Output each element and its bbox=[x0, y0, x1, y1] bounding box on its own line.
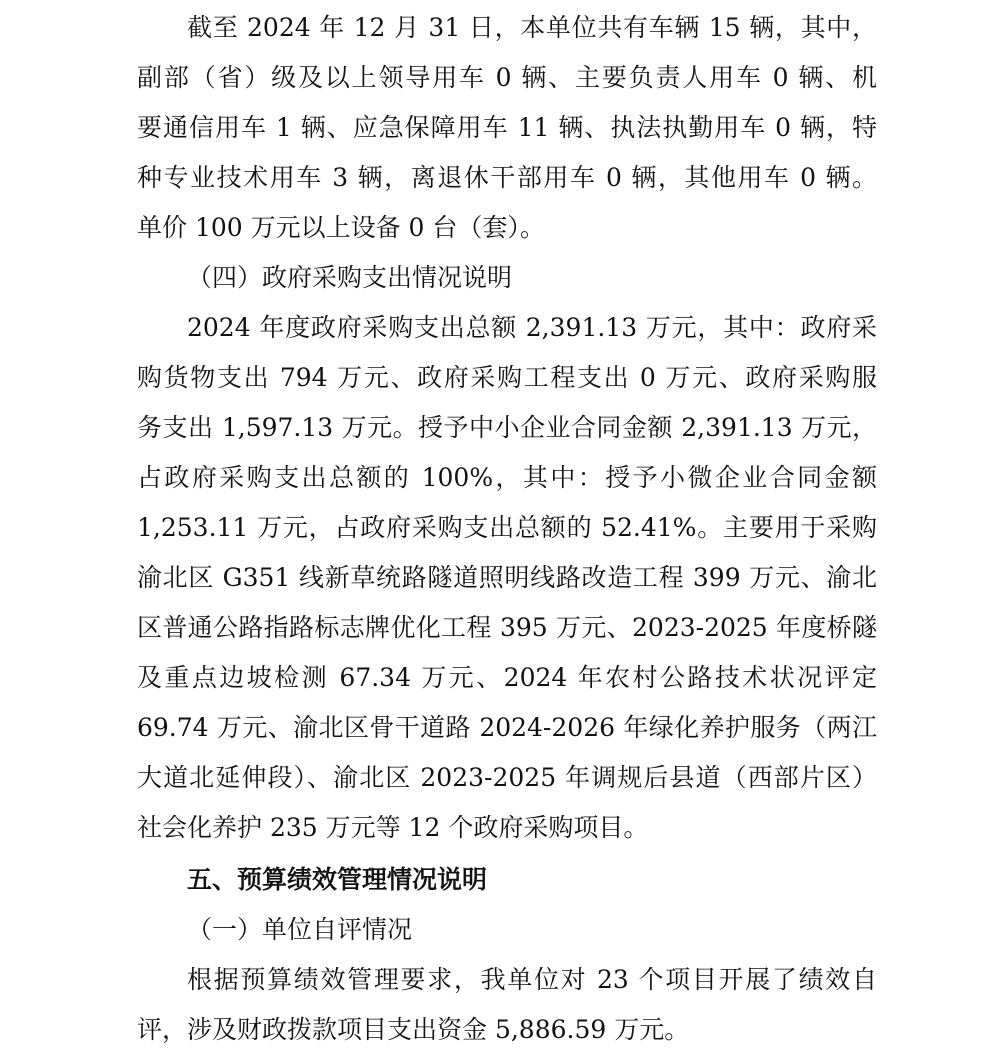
vehicle-paragraph-line: 要通信用车 1 辆、应急保障用车 11 辆、执法执勤用车 0 辆，特 bbox=[137, 113, 877, 142]
procurement-paragraph-line: 渝北区 G351 线新草统路隧道照明线路改造工程 399 万元、渝北 bbox=[137, 563, 877, 592]
procurement-paragraph-line: 1,253.11 万元，占政府采购支出总额的 52.41%。主要用于采购 bbox=[137, 513, 877, 542]
section-five-heading: 五、预算绩效管理情况说明 bbox=[187, 865, 488, 894]
vehicle-paragraph-line: 单价 100 万元以上设备 0 台（套）。 bbox=[137, 213, 545, 242]
self-eval-paragraph-line: 评，涉及财政拨款项目支出资金 5,886.59 万元。 bbox=[137, 1015, 690, 1044]
procurement-paragraph-line: 区普通公路指路标志牌优化工程 395 万元、2023-2025 年度桥隧 bbox=[137, 613, 877, 642]
procurement-paragraph-line: 购货物支出 794 万元、政府采购工程支出 0 万元、政府采购服 bbox=[137, 363, 877, 392]
self-eval-paragraph-line: 根据预算绩效管理要求，我单位对 23 个项目开展了绩效自 bbox=[187, 965, 877, 994]
procurement-paragraph-line: 务支出 1,597.13 万元。授予中小企业合同金额 2,391.13 万元， bbox=[137, 413, 877, 442]
procurement-paragraph-line: 及重点边坡检测 67.34 万元、2024 年农村公路技术状况评定 bbox=[137, 663, 877, 692]
vehicle-paragraph-line: 副部（省）级及以上领导用车 0 辆、主要负责人用车 0 辆、机 bbox=[137, 63, 877, 92]
vehicle-paragraph-line: 种专业技术用车 3 辆，离退休干部用车 0 辆，其他用车 0 辆。 bbox=[137, 163, 877, 192]
vehicle-paragraph-line: 截至 2024 年 12 月 31 日，本单位共有车辆 15 辆，其中， bbox=[187, 13, 877, 42]
section-four-heading: （四）政府采购支出情况说明 bbox=[187, 263, 513, 292]
procurement-paragraph-line: 占政府采购支出总额的 100%，其中：授予小微企业合同金额 bbox=[137, 463, 877, 492]
procurement-paragraph-line: 大道北延伸段）、渝北区 2023-2025 年调规后县道（西部片区） bbox=[137, 763, 877, 792]
subsection-one-heading: （一）单位自评情况 bbox=[187, 915, 413, 944]
procurement-paragraph-line: 69.74 万元、渝北区骨干道路 2024-2026 年绿化养护服务（两江 bbox=[137, 713, 877, 742]
procurement-paragraph-line: 2024 年度政府采购支出总额 2,391.13 万元，其中：政府采 bbox=[187, 313, 877, 342]
procurement-paragraph-line: 社会化养护 235 万元等 12 个政府采购项目。 bbox=[137, 813, 649, 842]
